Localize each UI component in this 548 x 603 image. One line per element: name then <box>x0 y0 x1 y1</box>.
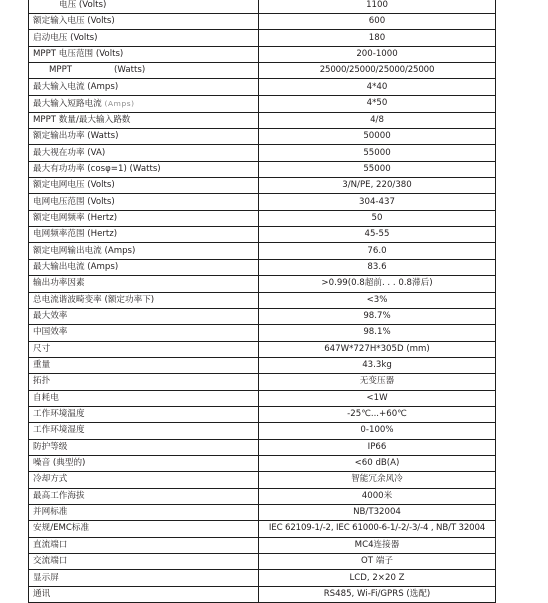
row-value: <3% <box>259 292 496 308</box>
row-value: 3/N/PE, 220/380 <box>259 178 496 194</box>
row-label: 额定电网输出电流 (Amps) <box>29 243 259 259</box>
row-label-text: 电压 (Volts) <box>59 0 107 10</box>
row-label: MPPT 电压范围 (Volts) <box>29 46 259 62</box>
row-label-main: 最大输入短路电流 <box>33 98 102 109</box>
row-label: 尺寸 <box>29 341 259 357</box>
row-label: 启动电压 (Volts) <box>29 30 259 46</box>
row-value: 98.1% <box>259 325 496 341</box>
row-label: 额定输入电压 (Volts) <box>29 14 259 30</box>
row-label-unit: (Watts) <box>114 65 146 76</box>
row-label: 防护等级 <box>29 439 259 455</box>
row-value: -25℃...+60℃ <box>259 406 496 422</box>
row-label: 自耗电 <box>29 390 259 406</box>
row-value: 无变压器 <box>259 374 496 390</box>
row-label: 最大视在功率 (VA) <box>29 145 259 161</box>
row-value: 304-437 <box>259 194 496 210</box>
table-row <box>29 406 496 422</box>
row-value: 83.6 <box>259 259 496 275</box>
row-value: <1W <box>259 390 496 406</box>
table-row <box>29 488 496 504</box>
row-value: 45-55 <box>259 227 496 243</box>
table-row <box>29 439 496 455</box>
row-label: 重量 <box>29 357 259 373</box>
row-value: 0-100% <box>259 423 496 439</box>
row-label: 额定输出功率 (Watts) <box>29 129 259 145</box>
row-value: 25000/25000/25000/25000 <box>259 63 496 79</box>
row-label-main: MPPT <box>49 65 73 76</box>
table-row <box>29 341 496 357</box>
row-label: 最大输出电流 (Amps) <box>29 259 259 275</box>
row-label: 最高工作海拔 <box>29 488 259 504</box>
row-value: 4*50 <box>259 95 496 112</box>
table-row <box>29 374 496 390</box>
row-label: 额定电网频率 (Hertz) <box>29 210 259 226</box>
table-row <box>29 145 496 161</box>
row-label: 工作环境温度 <box>29 406 259 422</box>
table-row <box>29 14 496 30</box>
row-value: LCD, 2×20 Z <box>259 570 496 586</box>
row-value: 180 <box>259 30 496 46</box>
row-label-unit: (Amps) <box>104 98 135 108</box>
table-row <box>29 521 496 537</box>
table-row <box>29 0 496 14</box>
table-row <box>29 390 496 406</box>
row-value: 647W*727H*305D (mm) <box>259 341 496 357</box>
row-label: 直流端口 <box>29 537 259 553</box>
row-value: <60 dB(A) <box>259 455 496 471</box>
row-value: 55000 <box>259 145 496 161</box>
table-row <box>29 357 496 373</box>
table-row <box>29 95 496 112</box>
row-label: 最大效率 <box>29 308 259 324</box>
table-row <box>29 586 496 602</box>
table-row <box>29 259 496 275</box>
row-label: 通讯 <box>29 586 259 602</box>
table-row <box>29 308 496 324</box>
table-row <box>29 161 496 177</box>
row-label: MPPT 数量/最大输入路数 <box>29 112 259 128</box>
table-row <box>29 79 496 95</box>
row-value: 智能冗余风冷 <box>259 472 496 488</box>
row-label: 冷却方式 <box>29 472 259 488</box>
row-label <box>29 0 259 14</box>
row-value: 4/8 <box>259 112 496 128</box>
row-value: MC4连接器 <box>259 537 496 553</box>
row-value: 50 <box>259 210 496 226</box>
row-value: 76.0 <box>259 243 496 259</box>
row-label: 最大有功功率 (cosφ=1) (Watts) <box>29 161 259 177</box>
table-row <box>29 112 496 128</box>
row-value: OT 端子 <box>259 554 496 570</box>
row-label: 交流端口 <box>29 554 259 570</box>
row-value: 98.7% <box>259 308 496 324</box>
row-label <box>29 95 259 112</box>
row-value: 4*40 <box>259 79 496 95</box>
row-label: 最大输入电流 (Amps) <box>29 79 259 95</box>
table-row <box>29 243 496 259</box>
table-row <box>29 227 496 243</box>
row-label: 显示屏 <box>29 570 259 586</box>
row-label: 中国效率 <box>29 325 259 341</box>
row-label <box>29 63 259 79</box>
row-label: 电网频率范围 (Hertz) <box>29 227 259 243</box>
row-value: IEC 62109-1/-2, IEC 61000-6-1/-2/-3/-4 , NB/T 32004 <box>259 521 496 537</box>
table-row <box>29 570 496 586</box>
table-row <box>29 210 496 226</box>
row-value: 4000米 <box>259 488 496 504</box>
table-row <box>29 276 496 292</box>
row-value: RS485, Wi-Fi/GPRS (选配) <box>259 586 496 602</box>
row-label: 额定电网电压 (Volts) <box>29 178 259 194</box>
row-value: 600 <box>259 14 496 30</box>
row-value: NB/T32004 <box>259 504 496 520</box>
table-row <box>29 472 496 488</box>
row-value: 43.3kg <box>259 357 496 373</box>
row-label: 噪音 (典型的) <box>29 455 259 471</box>
row-label: 拓扑 <box>29 374 259 390</box>
spec-table <box>28 0 496 603</box>
table-row <box>29 178 496 194</box>
table-row <box>29 292 496 308</box>
table-row <box>29 325 496 341</box>
row-value: 200-1000 <box>259 46 496 62</box>
row-label: 输出功率因素 <box>29 276 259 292</box>
row-label: 电网电压范围 (Volts) <box>29 194 259 210</box>
row-value: 55000 <box>259 161 496 177</box>
table-row <box>29 194 496 210</box>
table-row <box>29 63 496 79</box>
row-label: 总电流谐波畸变率 (额定功率下) <box>29 292 259 308</box>
table-row <box>29 504 496 520</box>
row-value: >0.99(0.8超前. . . 0.8滞后) <box>259 276 496 292</box>
table-row <box>29 554 496 570</box>
table-row <box>29 423 496 439</box>
table-row <box>29 46 496 62</box>
table-row <box>29 537 496 553</box>
row-label: 并网标准 <box>29 504 259 520</box>
row-label: 工作环境湿度 <box>29 423 259 439</box>
row-label: 安规/EMC标准 <box>29 521 259 537</box>
table-row <box>29 455 496 471</box>
row-value: 50000 <box>259 129 496 145</box>
row-value: 1100 <box>259 0 496 14</box>
row-value: IP66 <box>259 439 496 455</box>
table-row <box>29 30 496 46</box>
table-row <box>29 129 496 145</box>
